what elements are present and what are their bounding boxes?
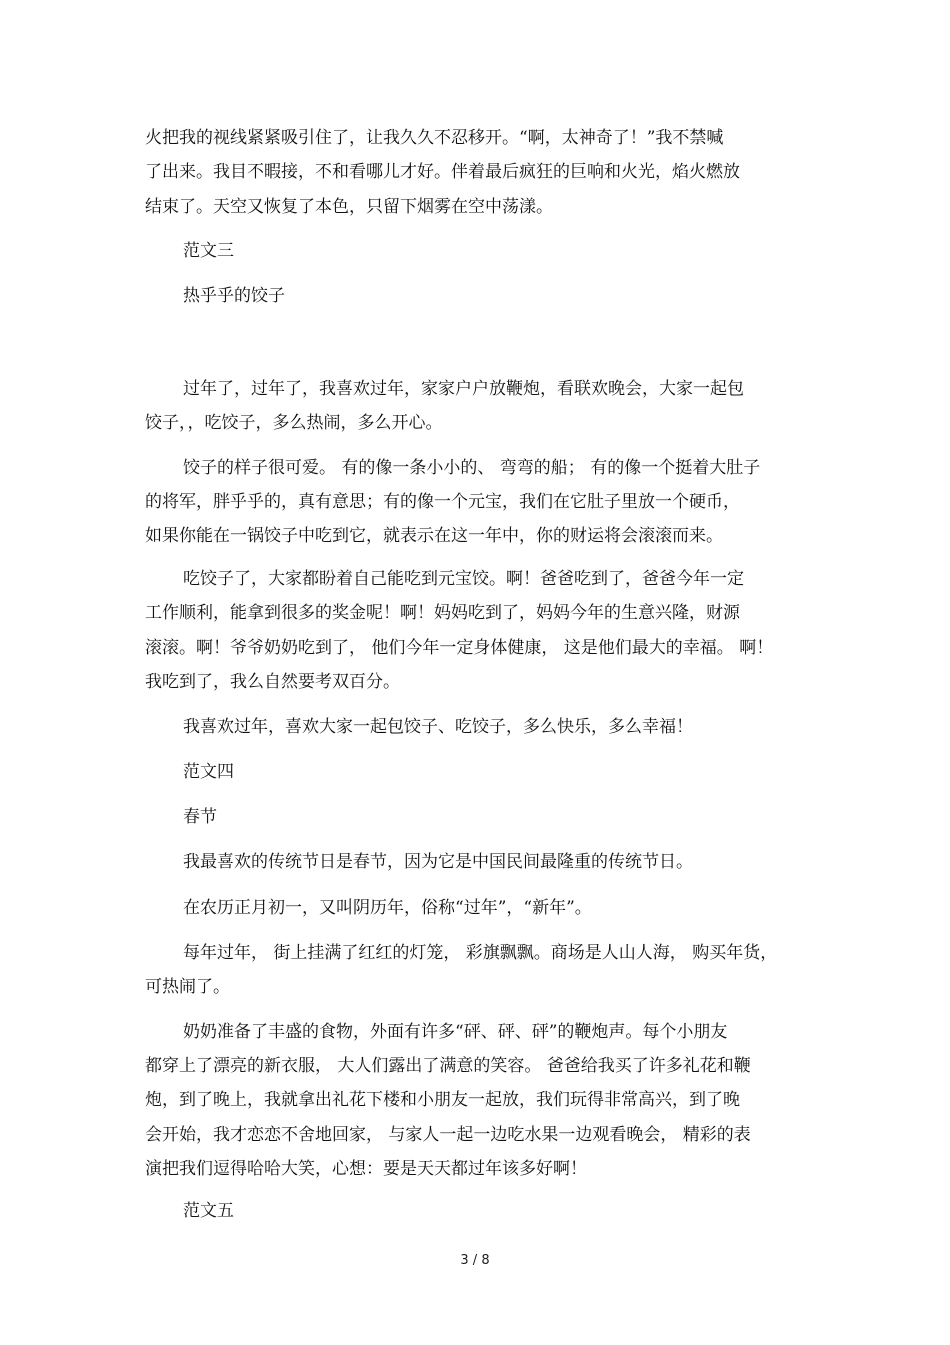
section-heading: 范文四 (183, 762, 234, 782)
text-line: 我喜欢过年，喜欢大家一起包饺子、吃饺子，多么快乐，多么幸福！ (183, 717, 693, 737)
text-line: 过年了，过年了，我喜欢过年，家家户户放鞭炮，看联欢晚会，大家一起包 (183, 379, 744, 399)
page-number: 3 / 8 (460, 1253, 490, 1268)
text-line: 了出来。我目不暇接，不和看哪儿才好。伴着最后疯狂的巨响和火光，焰火燃放 (145, 162, 740, 182)
text-line: 都穿上了漂亮的新衣服， 大人们露出了满意的笑容。 爸爸给我买了许多礼花和鞭 (145, 1056, 751, 1076)
text-line: 滚滚。啊！爷爷奶奶吃到了， 他们今年一定身体健康， 这是他们最大的幸福。 啊！ (145, 638, 774, 658)
text-line: 会开始，我才恋恋不舍地回家， 与家人一起一边吃水果一边观看晚会， 精彩的表 (145, 1125, 751, 1145)
text-line: 奶奶准备了丰盛的食物，外面有许多“砰、砰、砰”的鞭炮声。每个小朋友 (183, 1022, 728, 1042)
text-line: 火把我的视线紧紧吸引住了，让我久久不忍移开。“啊，太神奇了！”我不禁喊 (145, 128, 724, 148)
text-line: 可热闹了。 (145, 977, 230, 997)
text-line: 演把我们逗得哈哈大笑，心想：要是天天都过年该多好啊！ (145, 1159, 587, 1179)
text-line: 工作顺利，能拿到很多的奖金呢！啊！妈妈吃到了，妈妈今年的生意兴隆，财源 (145, 603, 740, 623)
text-line: 我最喜欢的传统节日是春节，因为它是中国民间最隆重的传统节日。 (183, 852, 693, 872)
text-line: 如果你能在一锅饺子中吃到它，就表示在这一年中，你的财运将会滚滚而来。 (145, 526, 723, 546)
essay-title: 热乎乎的饺子 (183, 286, 285, 306)
section-heading: 范文五 (183, 1201, 234, 1221)
text-line: 的将军，胖乎乎的，真有意思；有的像一个元宝，我们在它肚子里放一个硬币， (145, 492, 740, 512)
text-line: 在农历正月初一，又叫阴历年，俗称“过年”，“新年”。 (183, 898, 592, 918)
text-line: 炮，到了晚上，我就拿出礼花下楼和小朋友一起放，我们玩得非常高兴，到了晚 (145, 1090, 740, 1110)
essay-title: 春节 (183, 807, 217, 827)
section-heading: 范文三 (183, 241, 234, 261)
text-line: 我吃到了，我么自然要考双百分。 (145, 672, 400, 692)
text-line: 结束了。天空又恢复了本色，只留下烟雾在空中荡漾。 (145, 197, 553, 217)
text-line: 吃饺子了，大家都盼着自己能吃到元宝饺。啊！爸爸吃到了，爸爸今年一定 (183, 569, 744, 589)
text-line: 每年过年， 街上挂满了红红的灯笼， 彩旗飘飘。商场是人山人海， 购买年货， (183, 943, 778, 963)
text-line: 饺子的样子很可爱。 有的像一条小小的、 弯弯的船； 有的像一个挺着大肚子 (183, 458, 761, 478)
text-line: 饺子，，吃饺子，多么热闹，多么开心。 (145, 413, 443, 433)
